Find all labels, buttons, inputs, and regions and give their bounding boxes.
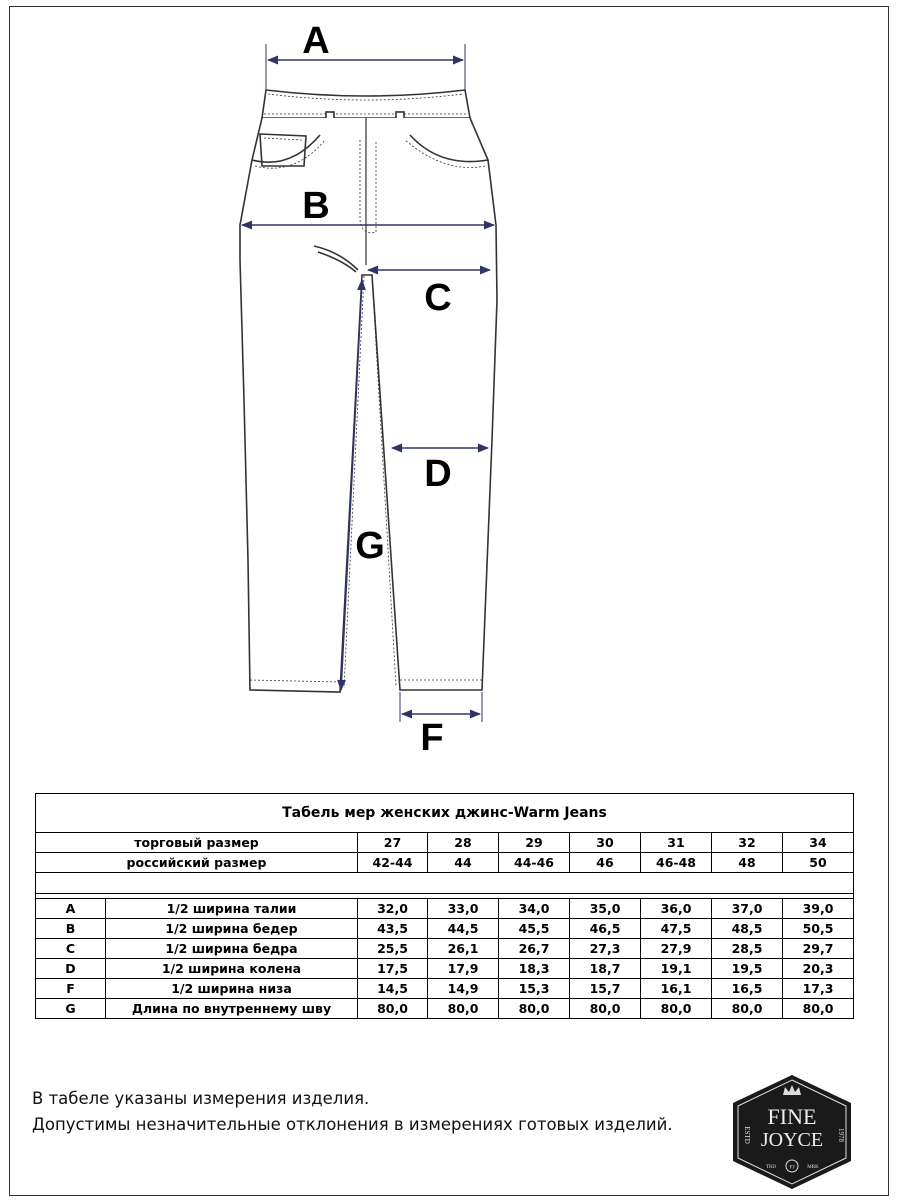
measurement-value: 29,7	[783, 939, 854, 959]
measurement-value: 17,5	[358, 959, 428, 979]
measurement-value: 16,1	[641, 979, 712, 999]
measurement-value: 80,0	[428, 999, 499, 1019]
note-line-2: Допустимы незначительные отклонения в измерениях готовых изделий.	[32, 1115, 673, 1134]
measurement-row	[36, 979, 854, 999]
measurement-value: 34,0	[499, 899, 570, 919]
trade-size-label: торговый размер	[36, 833, 358, 853]
measurement-value: 15,7	[570, 979, 641, 999]
logo-word-2: JOYCE	[760, 1129, 824, 1151]
measurement-value: 14,5	[358, 979, 428, 999]
russian-size-cell: 46-48	[641, 853, 712, 873]
measurement-value: 15,3	[499, 979, 570, 999]
measurement-value: 48,5	[712, 919, 783, 939]
logo-monogram: FJ	[789, 1164, 795, 1171]
measurement-name: 1/2 ширина низа	[106, 979, 358, 999]
russian-size-label: российский размер	[36, 853, 358, 873]
trade-size-cell: 27	[358, 833, 428, 853]
measurement-value: 36,0	[641, 899, 712, 919]
jeans-outline	[240, 90, 497, 692]
russian-size-cell: 48	[712, 853, 783, 873]
trade-size-cell: 31	[641, 833, 712, 853]
size-table	[35, 793, 854, 1019]
measurement-value: 18,7	[570, 959, 641, 979]
measurement-row	[36, 939, 854, 959]
measurement-value: 35,0	[570, 899, 641, 919]
measurement-value: 37,0	[712, 899, 783, 919]
trade-size-cell: 29	[499, 833, 570, 853]
measurement-value: 19,1	[641, 959, 712, 979]
measurement-value: 80,0	[712, 999, 783, 1019]
measurement-value: 44,5	[428, 919, 499, 939]
measurement-name: 1/2 ширина колена	[106, 959, 358, 979]
logo-word-1: FINE	[767, 1104, 817, 1129]
measurement-value: 46,5	[570, 919, 641, 939]
measurement-value: 32,0	[358, 899, 428, 919]
measurement-value: 16,5	[712, 979, 783, 999]
measurement-value: 18,3	[499, 959, 570, 979]
measurement-code: A	[36, 899, 106, 919]
measurement-value: 80,0	[358, 999, 428, 1019]
measurement-code: D	[36, 959, 106, 979]
measurement-value: 33,0	[428, 899, 499, 919]
label-d: D	[424, 453, 452, 495]
trade-size-cell: 32	[712, 833, 783, 853]
logo-trd: TRD	[766, 1165, 776, 1170]
measurement-row	[36, 959, 854, 979]
trade-size-cell: 34	[783, 833, 854, 853]
measurement-value: 80,0	[783, 999, 854, 1019]
measurement-row	[36, 899, 854, 919]
label-f: F	[420, 717, 444, 759]
measurement-value: 27,9	[641, 939, 712, 959]
russian-size-cell: 50	[783, 853, 854, 873]
measurement-value: 19,5	[712, 959, 783, 979]
russian-size-cell: 46	[570, 853, 641, 873]
label-c: C	[424, 277, 452, 319]
measurement-value: 25,5	[358, 939, 428, 959]
russian-size-cell: 44-46	[499, 853, 570, 873]
fine-joyce-logo	[727, 1073, 857, 1191]
measurement-name: 1/2 ширина талии	[106, 899, 358, 919]
russian-size-cell: 42-44	[358, 853, 428, 873]
measurement-value: 80,0	[641, 999, 712, 1019]
measurement-rows	[36, 899, 854, 1019]
note-line-1: В табеле указаны измерения изделия.	[32, 1089, 370, 1108]
table-title: Табель мер женских джинс-Warm Jeans	[36, 794, 854, 833]
trade-size-row	[36, 833, 854, 853]
label-b: B	[302, 185, 330, 227]
trade-size-cell: 30	[570, 833, 641, 853]
measurement-name: Длина по внутреннему шву	[106, 999, 358, 1019]
label-a: A	[302, 20, 330, 62]
measurement-value: 80,0	[499, 999, 570, 1019]
measurement-code: B	[36, 919, 106, 939]
measurement-row	[36, 919, 854, 939]
measurement-code: G	[36, 999, 106, 1019]
measurement-value: 43,5	[358, 919, 428, 939]
measurement-value: 17,9	[428, 959, 499, 979]
empty-row	[36, 873, 854, 894]
measurement-value: 80,0	[570, 999, 641, 1019]
measurement-value: 26,7	[499, 939, 570, 959]
logo-year: 1978	[837, 1128, 845, 1142]
measurement-value: 39,0	[783, 899, 854, 919]
measurement-value: 28,5	[712, 939, 783, 959]
measurement-code: F	[36, 979, 106, 999]
measurement-value: 20,3	[783, 959, 854, 979]
trade-size-cell: 28	[428, 833, 499, 853]
measurement-value: 26,1	[428, 939, 499, 959]
measurement-name: 1/2 ширина бедра	[106, 939, 358, 959]
measurement-value: 17,3	[783, 979, 854, 999]
measurement-value: 14,9	[428, 979, 499, 999]
logo-mrk: MRK	[807, 1165, 819, 1170]
label-g: G	[355, 525, 385, 567]
measurement-row	[36, 999, 854, 1019]
measurement-name: 1/2 ширина бедер	[106, 919, 358, 939]
russian-size-row	[36, 853, 854, 873]
measurement-value: 27,3	[570, 939, 641, 959]
russian-size-cell: 44	[428, 853, 499, 873]
measurement-value: 47,5	[641, 919, 712, 939]
measurement-value: 45,5	[499, 919, 570, 939]
measurement-value: 50,5	[783, 919, 854, 939]
logo-estd: ESTD	[743, 1126, 751, 1144]
measurement-code: C	[36, 939, 106, 959]
